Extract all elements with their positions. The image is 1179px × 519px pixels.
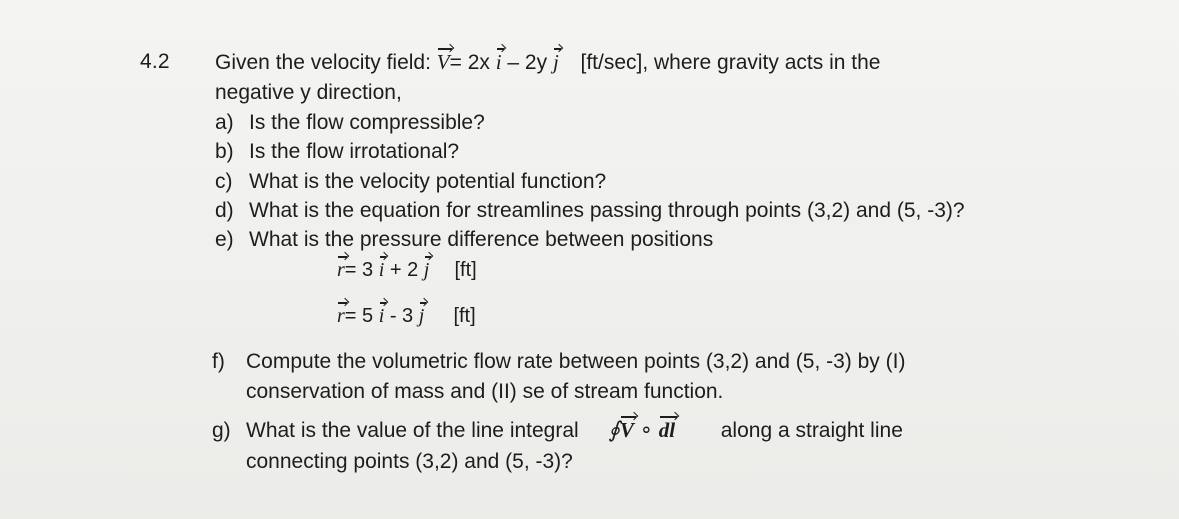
item-letter: c) [215, 170, 233, 193]
problem-intro-line1 [215, 50, 880, 75]
item-g-prefix: What is the value of the line integral [246, 419, 579, 442]
item-letter: f) [212, 350, 225, 373]
question-item-a [215, 111, 485, 135]
question-item-d [215, 199, 965, 223]
question-item-g [212, 418, 903, 443]
position-vector-2 [337, 304, 476, 328]
position-unit: [ft] [454, 259, 477, 281]
item-letter: a) [215, 111, 234, 134]
item-f-line2: conservation of mass and (II) se of stream function. [246, 380, 724, 403]
item-g-line2: connecting points (3,2) and (5, -3)? [246, 450, 573, 473]
item-text: Is the flow compressible? [249, 111, 485, 134]
problem-intro-line2: negative y direction, [215, 81, 402, 104]
position-vector-symbol: r [337, 259, 345, 281]
position-unit: [ft] [453, 305, 476, 327]
problem-number: 4.2 [140, 50, 170, 73]
unit-vector-j: j [418, 305, 425, 327]
line-element-symbol: dl [658, 418, 676, 442]
intro-prefix: Given the velocity field: [215, 51, 431, 74]
velocity-vector-symbol: V [436, 50, 450, 74]
item-letter: d) [215, 199, 234, 222]
item-letter: g) [212, 419, 231, 442]
item-text: What is the velocity potential function? [249, 170, 607, 193]
intro-suffix: , where gravity acts in the [642, 51, 881, 74]
unit-vector-i: i [495, 50, 502, 74]
unit-vector-j: j [552, 50, 559, 74]
item-text: What is the pressure difference between positions [249, 228, 714, 251]
unit-vector-i: i [378, 259, 385, 281]
question-item-f [212, 350, 905, 374]
position-vector-1 [337, 258, 477, 282]
item-g-suffix: along a straight line [720, 419, 903, 442]
item-letter: b) [215, 140, 234, 163]
item-f-line1: Compute the volumetric flow rate between points (3,2) and (5, -3) by (I) [246, 350, 906, 373]
position-mid: - 3 [384, 305, 414, 327]
question-item-e [215, 228, 713, 252]
item-text: What is the equation for streamlines passing through points (3,2) and (5, -3)? [249, 199, 965, 222]
unit-vector-i: i [378, 305, 385, 327]
position-mid: + 2 [384, 259, 419, 281]
unit-vector-j: j [423, 259, 430, 281]
item-text: Is the flow irrotational? [249, 140, 460, 163]
dot-product-symbol: ∘ [639, 419, 653, 442]
velocity-units: [ft/sec] [580, 51, 643, 74]
position-vector-symbol: r [337, 305, 345, 327]
question-item-b [215, 140, 459, 164]
item-letter: e) [215, 228, 234, 251]
velocity-expr-1: = 2x [449, 51, 490, 74]
position-eq: = 3 [344, 259, 374, 281]
question-item-c [215, 170, 606, 194]
position-eq: = 5 [344, 305, 374, 327]
velocity-vector-symbol: V [619, 418, 634, 442]
contour-integral-symbol: ∮ [608, 418, 620, 443]
velocity-expr-2: – 2y [501, 51, 548, 74]
